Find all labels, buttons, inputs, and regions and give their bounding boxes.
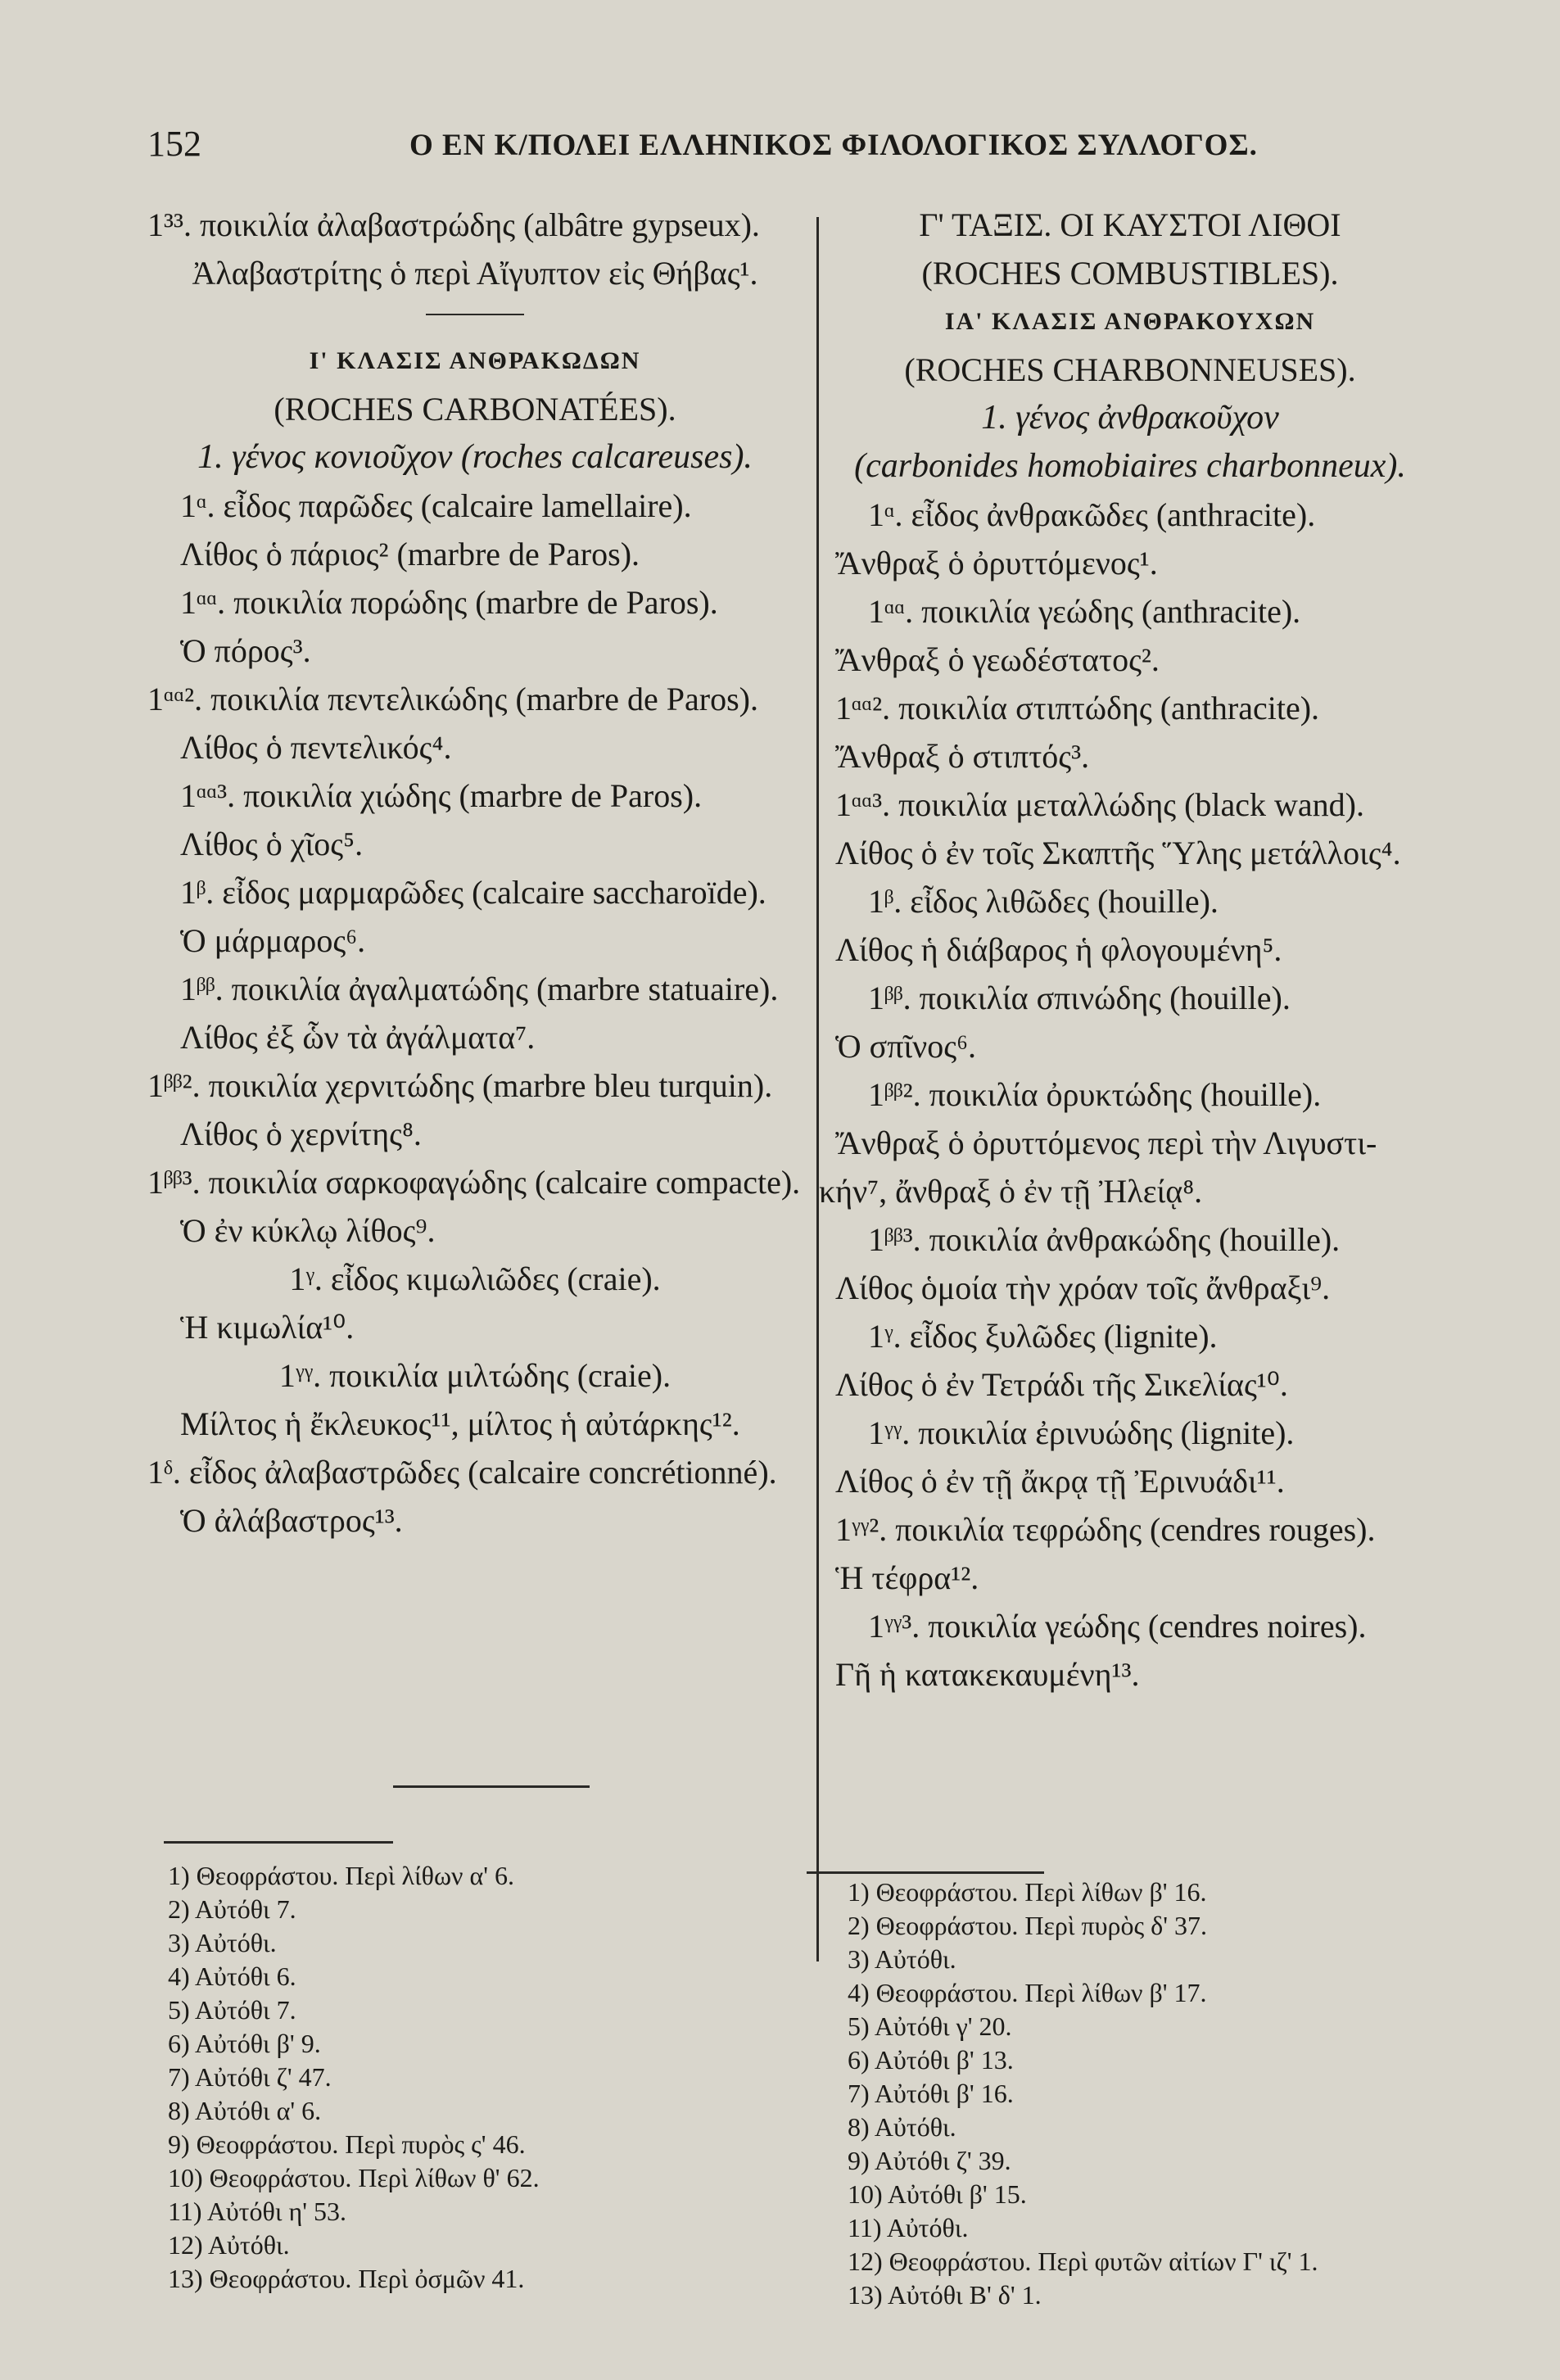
entry-line: Ὁ ἐν κύκλῳ λίθος⁹.: [180, 1212, 436, 1249]
entry-line: Λίθος ὁ πάριος² (marbre de Paros).: [180, 536, 640, 572]
entry-line: κήν⁷, ἄνθραξ ὁ ἐν τῇ Ἠλείᾳ⁸.: [819, 1173, 1203, 1210]
entry-line: 1ᵝᵝ². ποικιλία ὀρυκτώδης (houille).: [868, 1076, 1322, 1113]
page-header: [147, 123, 1425, 180]
entry-line: 1ᵅᵅ³. ποικιλία μεταλλώδης (black wand).: [835, 786, 1364, 823]
right-footnotes: [848, 1875, 1454, 2312]
footnote: 7) Αὐτόθι β' 16.: [848, 2079, 1014, 2108]
footnote: 5) Αὐτόθι 7.: [168, 1995, 296, 2025]
entry-line: 1ᵝᵝ². ποικιλία χερνιτώδης (marbre bleu turquin).: [147, 1067, 773, 1104]
entry-line: 1ᵟ. εἶδος ἀλαβαστρῶδες (calcaire concrétionné).: [147, 1454, 777, 1491]
entry-line: 1ᵝ. εἶδος μαρμαρῶδες (calcaire saccharoïde).: [180, 874, 766, 911]
footnote: 5) Αὐτόθι γ' 20.: [848, 2011, 1012, 2041]
class-subheading: (ROCHES CHARBONNEUSES).: [904, 351, 1356, 388]
entry-line: 1ᵞᵞ. ποικιλία μιλτώδης (craie).: [278, 1357, 671, 1394]
class-subheading: (ROCHES CARBONATÉES).: [274, 391, 676, 428]
entry-line: Λίθος ὁ ἐν τῇ ἄκρᾳ τῇ Ἐρινυάδι¹¹.: [835, 1463, 1285, 1500]
entry-line: Ὁ σπῖνος⁶.: [835, 1028, 977, 1065]
genus-heading: 1. γένος κονιοῦχον (roches calcareuses).: [197, 438, 753, 476]
footnote: 4) Αὐτόθι 6.: [168, 1961, 296, 1991]
entry-line: Ἄνθραξ ὁ ὀρυττόμενος¹.: [835, 545, 1158, 581]
order-heading: Γ' ΤΑΞΙΣ. ΟΙ ΚΑΥΣΤΟΙ ΛΙΘΟΙ: [919, 206, 1341, 243]
entry-line: Λίθος ἡ διάβαρος ἡ φλογουμένη⁵.: [835, 931, 1282, 968]
footnote: 3) Αὐτόθι.: [848, 1944, 956, 1974]
entry-line: Γῆ ἡ κατακεκαυμένη¹³.: [835, 1656, 1140, 1693]
entry-line: Ὁ μάρμαρος⁶.: [180, 922, 366, 959]
footnote: 11) Αὐτόθι.: [848, 2213, 969, 2242]
footnote-rule: [807, 1871, 1044, 1874]
footnote-rule: [164, 1841, 393, 1844]
entry-line: Ἄνθραξ ὁ στιπτός³.: [835, 738, 1090, 775]
entry-line: 1ᵝᵝ. ποικιλία σπινώδης (houille).: [868, 980, 1291, 1016]
footnote: 10) Αὐτόθι β' 15.: [848, 2179, 1027, 2209]
entry-line: 1ᵅ. εἶδος ἀνθρακῶδες (anthracite).: [868, 496, 1316, 533]
entry-line: Ἡ κιμωλία¹⁰.: [180, 1309, 355, 1346]
entry-line: 1ᵞᵞ. ποικιλία ἐρινυώδης (lignite).: [868, 1414, 1295, 1451]
left-column: [131, 201, 819, 1545]
class-heading: Ι' ΚΛΑΣΙΣ ΑΝΘΡΑΚΩΔΩΝ: [309, 347, 641, 374]
entry-line: 1ᵞ. εἶδος ξυλῶδες (lignite).: [868, 1318, 1218, 1355]
footnote: 3) Αὐτόθι.: [168, 1928, 277, 1957]
entry-line: Λίθος ὁ πεντελικός⁴.: [180, 729, 452, 766]
footnote: 13) Θεοφράστου. Περὶ ὀσμῶν 41.: [168, 2264, 525, 2293]
entry-line: 1ᵝᵝ³. ποικιλία σαρκοφαγώδης (calcaire compacte).: [147, 1164, 801, 1201]
entry-line: Λίθος ὁ ἐν Τετράδι τῆς Σικελίας¹⁰.: [835, 1366, 1288, 1403]
entry-line: 1ᵅᵅ. ποικιλία πορώδης (marbre de Paros).: [180, 584, 718, 621]
footnote: 10) Θεοφράστου. Περὶ λίθων θ' 62.: [168, 2163, 540, 2192]
entry-line: 1ᵅᵅ². ποικιλία πεντελικώδης (marbre de Paros).: [147, 681, 758, 717]
entry-line: Λίθος ὁ χερνίτης⁸.: [180, 1115, 422, 1152]
footnote: 11) Αὐτόθι η' 53.: [168, 2197, 346, 2226]
entry-line: Ἄνθραξ ὁ γεωδέστατος².: [835, 641, 1160, 678]
entry-line: 1ᵅᵅ². ποικιλία στιπτώδης (anthracite).: [835, 690, 1320, 726]
running-title: Ο ΕΝ Κ/ΠΟΛΕΙ ΕΛΛΗΝΙΚΟΣ ΦΙΛΟΛΟΓΙΚΟΣ ΣΥΛΛΟΓΟΣ.: [409, 129, 1258, 162]
entry-line: 1ᵞᵞ². ποικιλία τεφρώδης (cendres rouges).: [835, 1511, 1376, 1548]
entry-line: 1ᵅ. εἶδος παρῶδες (calcaire lamellaire).: [180, 487, 692, 524]
footnote: 12) Αὐτόθι.: [168, 2230, 290, 2260]
section-end-rule: [393, 1785, 590, 1788]
entry-line: Λίθος ὁμοία τὴν χρόαν τοῖς ἄνθραξι⁹.: [835, 1269, 1331, 1306]
left-footnotes: [168, 1859, 790, 2296]
entry-line: Ὁ ἀλάβαστρος¹³.: [180, 1502, 403, 1539]
footnote: 1) Θεοφράστου. Περὶ λίθων α' 6.: [168, 1861, 514, 1890]
entry-line: 1ᵝᵝ. ποικιλία ἀγαλματώδης (marbre statuaire).: [180, 971, 779, 1007]
genus-french: (carbonides homobiaires charbonneux).: [854, 447, 1406, 485]
entry-line: Λίθος ἐξ ὧν τὰ ἀγάλματα⁷.: [180, 1019, 536, 1056]
footnote: 9) Αὐτόθι ζ' 39.: [848, 2146, 1011, 2175]
footnote: 12) Θεοφράστου. Περὶ φυτῶν αἰτίων Γ' ιζ' 1.: [848, 2247, 1318, 2276]
text-line: 1³³. ποικιλία ἀλαβαστρώδης (albâtre gypseux).: [147, 206, 760, 243]
entry-line: Λίθος ὁ ἐν τοῖς Σκαπτῆς Ὕλης μετάλλοις⁴.: [835, 835, 1401, 871]
section-rule: [426, 314, 524, 315]
entry-line: Λίθος ὁ χῖος⁵.: [180, 826, 364, 862]
footnote: 6) Αὐτόθι β' 13.: [848, 2045, 1014, 2075]
footnote: 2) Αὐτόθι 7.: [168, 1894, 296, 1924]
text-line: Ἀλαβαστρίτης ὁ περὶ Αἴγυπτον εἰς Θήβας¹.: [192, 255, 758, 292]
footnote: 6) Αὐτόθι β' 9.: [168, 2029, 321, 2058]
footnote: 8) Αὐτόθι α' 6.: [168, 2096, 322, 2125]
footnote: 4) Θεοφράστου. Περὶ λίθων β' 17.: [848, 1978, 1207, 2007]
entry-line: Ὁ πόρος³.: [180, 632, 311, 669]
entry-line: 1ᵅᵅ. ποικιλία γεώδης (anthracite).: [868, 593, 1301, 630]
right-column: [819, 201, 1441, 1699]
entry-line: Μίλτος ἡ ἔκλευκος¹¹, μίλτος ἡ αὐτάρκης¹².: [180, 1405, 740, 1442]
entry-line: Ἄνθραξ ὁ ὀρυττόμενος περὶ τὴν Λιγυστι-: [835, 1124, 1377, 1161]
entry-line: 1ᵝ. εἶδος λιθῶδες (houille).: [868, 883, 1219, 920]
entry-line: 1ᵞᵞ³. ποικιλία γεώδης (cendres noires).: [868, 1608, 1367, 1645]
footnote: 1) Θεοφράστου. Περὶ λίθων β' 16.: [848, 1877, 1207, 1907]
order-subheading: (ROCHES COMBUSTIBLES).: [921, 255, 1339, 292]
entry-line: Ἡ τέφρα¹².: [835, 1559, 979, 1596]
footnote: 8) Αὐτόθι.: [848, 2112, 956, 2142]
page-number: 152: [147, 124, 201, 164]
footnote: 13) Αὐτόθι Β' δ' 1.: [848, 2280, 1042, 2310]
footnote: 7) Αὐτόθι ζ' 47.: [168, 2062, 332, 2092]
entry-line: 1ᵞ. εἶδος κιμωλιῶδες (craie).: [289, 1260, 661, 1297]
footnote: 2) Θεοφράστου. Περὶ πυρὸς δ' 37.: [848, 1911, 1207, 1940]
entry-line: 1ᵝᵝ³. ποικιλία ἀνθρακώδης (houille).: [868, 1221, 1341, 1258]
footnote: 9) Θεοφράστου. Περὶ πυρὸς ς' 46.: [168, 2129, 526, 2159]
class-heading: ΙΑ' ΚΛΑΣΙΣ ΑΝΘΡΑΚΟΥΧΩΝ: [944, 308, 1316, 335]
genus-heading: 1. γένος ἀνθρακοῦχον: [981, 399, 1279, 437]
entry-line: 1ᵅᵅ³. ποικιλία χιώδης (marbre de Paros).: [180, 777, 703, 814]
